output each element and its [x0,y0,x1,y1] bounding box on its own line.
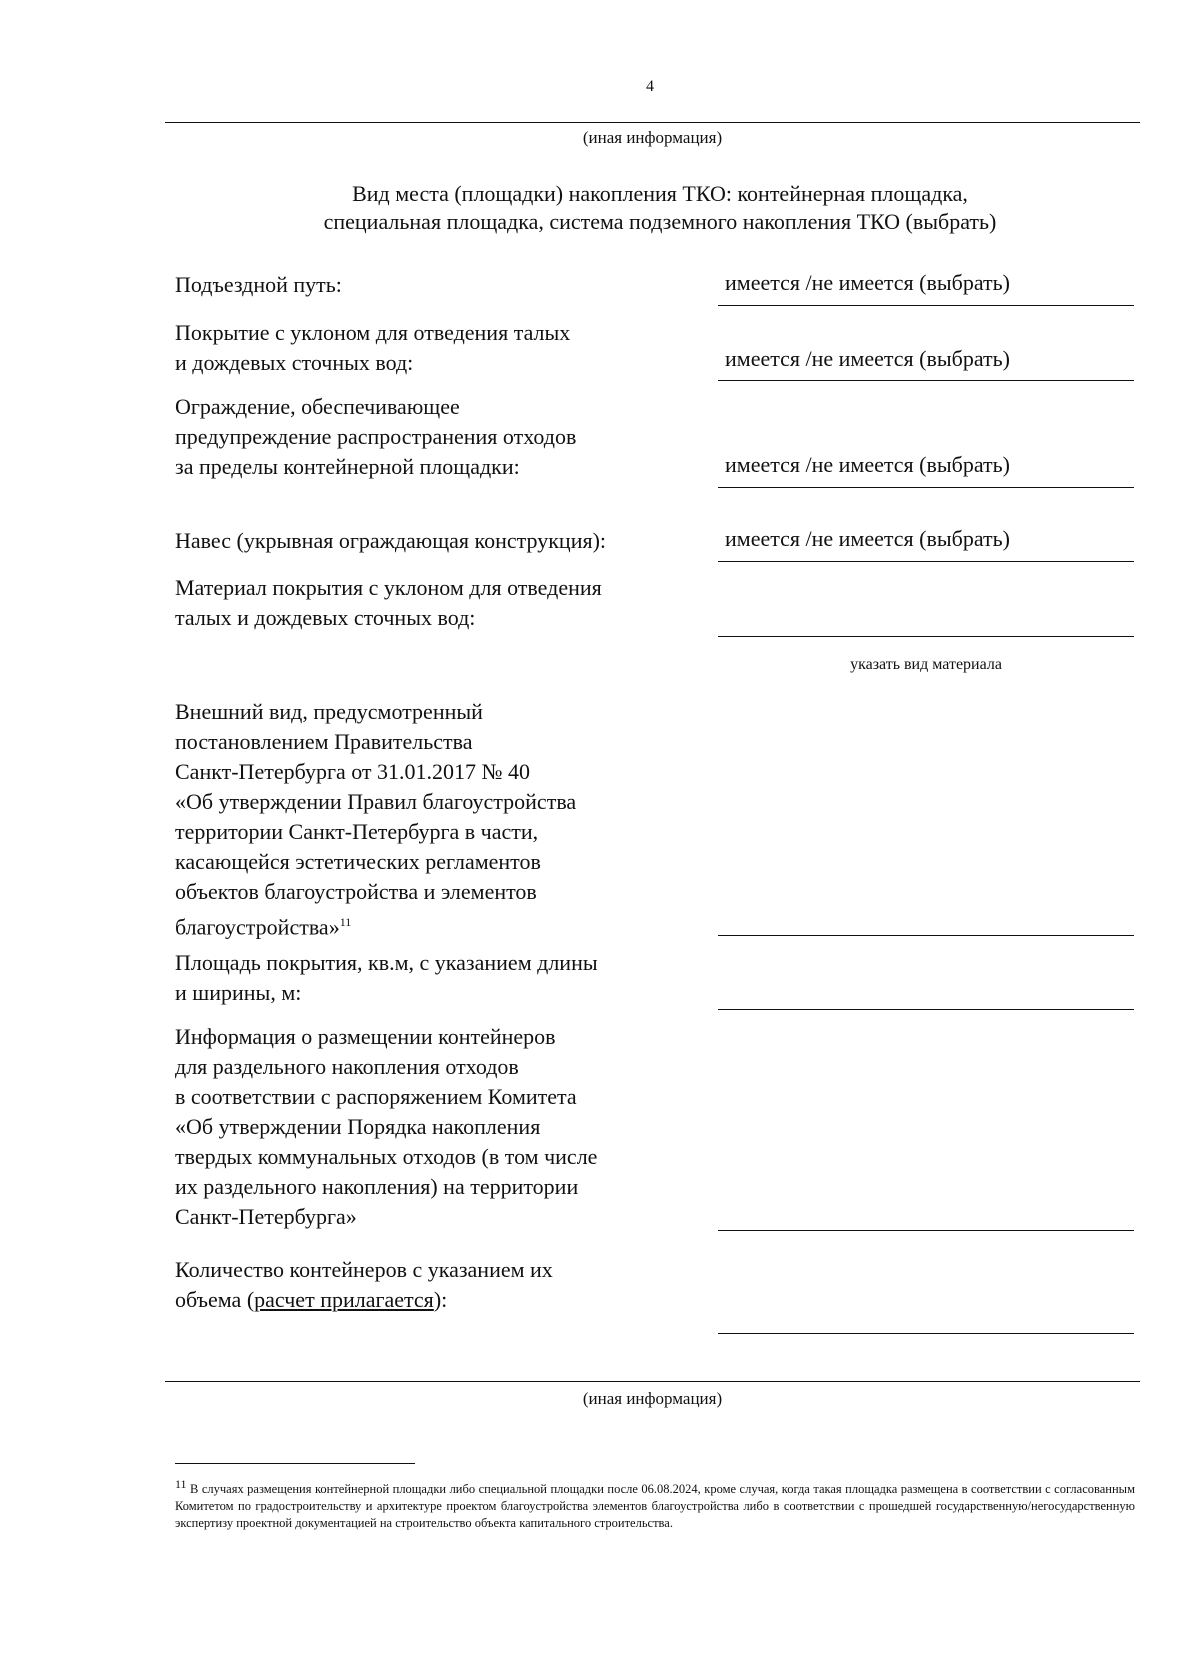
fence-line [718,487,1134,488]
containers-info-line-4: «Об утверждении Порядка накопления [175,1114,541,1139]
slope-cover-label-line-2: и дождевых сточных вод: [175,350,414,375]
footnote-rule [175,1463,415,1464]
footnote-text: В случаях размещения контейнерной площадки либо специальной площадки после 06.08.2024, кроме случая, когда такая площадка размещена в соответствии с согласованным Комитетом по градостроительству и архитектуре проектом благоустройства элементов благоустройства либо в соответствии с прошедшей государственную/негосударственную экспертизу проектной документацией на строительство объекта капитального строительства. [175,1482,1135,1531]
bottom-caption: (иная информация) [582,1389,723,1408]
containers-count-post: ): [433,1287,448,1312]
containers-info-line-5: твердых коммунальных отходов (в том числе [175,1144,598,1169]
appearance-line-6: касающейся эстетических регламентов [175,849,541,874]
heading [200,180,1120,236]
appearance-line[interactable] [718,935,1134,936]
bottom-rule [165,1381,1140,1382]
containers-info-line-2: для раздельного накопления отходов [175,1054,519,1079]
area-label-line-2: и ширины, м: [175,980,302,1005]
slope-cover-label [175,318,695,378]
containers-info-line-7: Санкт-Петербурга» [175,1204,357,1229]
appearance-line-7: объектов благоустройства и элементов [175,879,537,904]
appearance-line-1: Внешний вид, предусмотренный [175,699,483,724]
access-road-value[interactable]: имеется /не имеется (выбрать) [725,270,1010,295]
heading-line-1: Вид места (площадки) накопления ТКО: контейнерная площадка, [352,181,968,206]
footnote [175,1476,1135,1532]
top-caption: (иная информация) [582,128,723,147]
calculation-attached-link[interactable]: расчет прилагается [254,1287,434,1312]
area-label [175,948,695,1008]
containers-info-line-3: в соответствии с распоряжением Комитета [175,1084,577,1109]
fence-label-line-1: Ограждение, обеспечивающее [175,394,460,419]
containers-count-line[interactable] [718,1333,1134,1334]
fence-label-line-2: предупреждение распространения отходов [175,424,577,449]
appearance-line-5: территории Санкт-Петербурга в части, [175,819,539,844]
page-number: 4 [646,78,654,95]
footnote-ref[interactable]: 11 [339,915,352,929]
containers-count-pre: объема ( [175,1287,255,1312]
cover-material-label [175,573,695,633]
containers-info-line-1: Информация о размещении контейнеров [175,1024,556,1049]
access-road-line [718,305,1134,306]
cover-material-label-line-1: Материал покрытия с уклоном для отведения [175,575,602,600]
containers-count-label-line-1: Количество контейнеров с указанием их [175,1257,553,1282]
containers-info-label [175,1022,695,1232]
canopy-value[interactable]: имеется /не имеется (выбрать) [725,526,1010,551]
containers-info-line[interactable] [718,1230,1134,1231]
appearance-line-3: Санкт-Петербурга от 31.01.2017 № 40 [175,759,531,784]
top-rule [165,122,1140,123]
fence-label-line-3: за пределы контейнерной площадки: [175,454,520,479]
appearance-line-4: «Об утверждении Правил благоустройства [175,789,577,814]
heading-line-2: специальная площадка, система подземного накопления ТКО (выбрать) [323,209,997,234]
canopy-label: Навес (укрывная ограждающая конструкция): [175,528,607,553]
area-line[interactable] [718,1009,1134,1010]
fence-label [175,392,695,482]
slope-cover-line [718,380,1134,381]
slope-cover-value[interactable]: имеется /не имеется (выбрать) [725,346,1010,371]
footnote-mark: 11 [175,1477,187,1491]
appearance-line-8-text: благоустройства» [175,914,340,940]
area-label-line-1: Площадь покрытия, кв.м, с указанием длины [175,950,598,975]
containers-count-label [175,1255,695,1315]
cover-material-label-line-2: талых и дождевых сточных вод: [175,605,476,630]
access-road-label: Подъездной путь: [175,272,342,297]
slope-cover-label-line-1: Покрытие с уклоном для отведения талых [175,320,571,345]
cover-material-hint: указать вид материала [850,656,1002,673]
canopy-line [718,561,1134,562]
appearance-line-8 [175,907,695,942]
containers-count-label-line-2 [175,1285,695,1315]
appearance-line-2: постановлением Правительства [175,729,473,754]
appearance-label [175,697,695,942]
fence-value[interactable]: имеется /не имеется (выбрать) [725,452,1010,477]
containers-info-line-6: их раздельного накопления) на территории [175,1174,579,1199]
cover-material-line[interactable] [718,636,1134,637]
